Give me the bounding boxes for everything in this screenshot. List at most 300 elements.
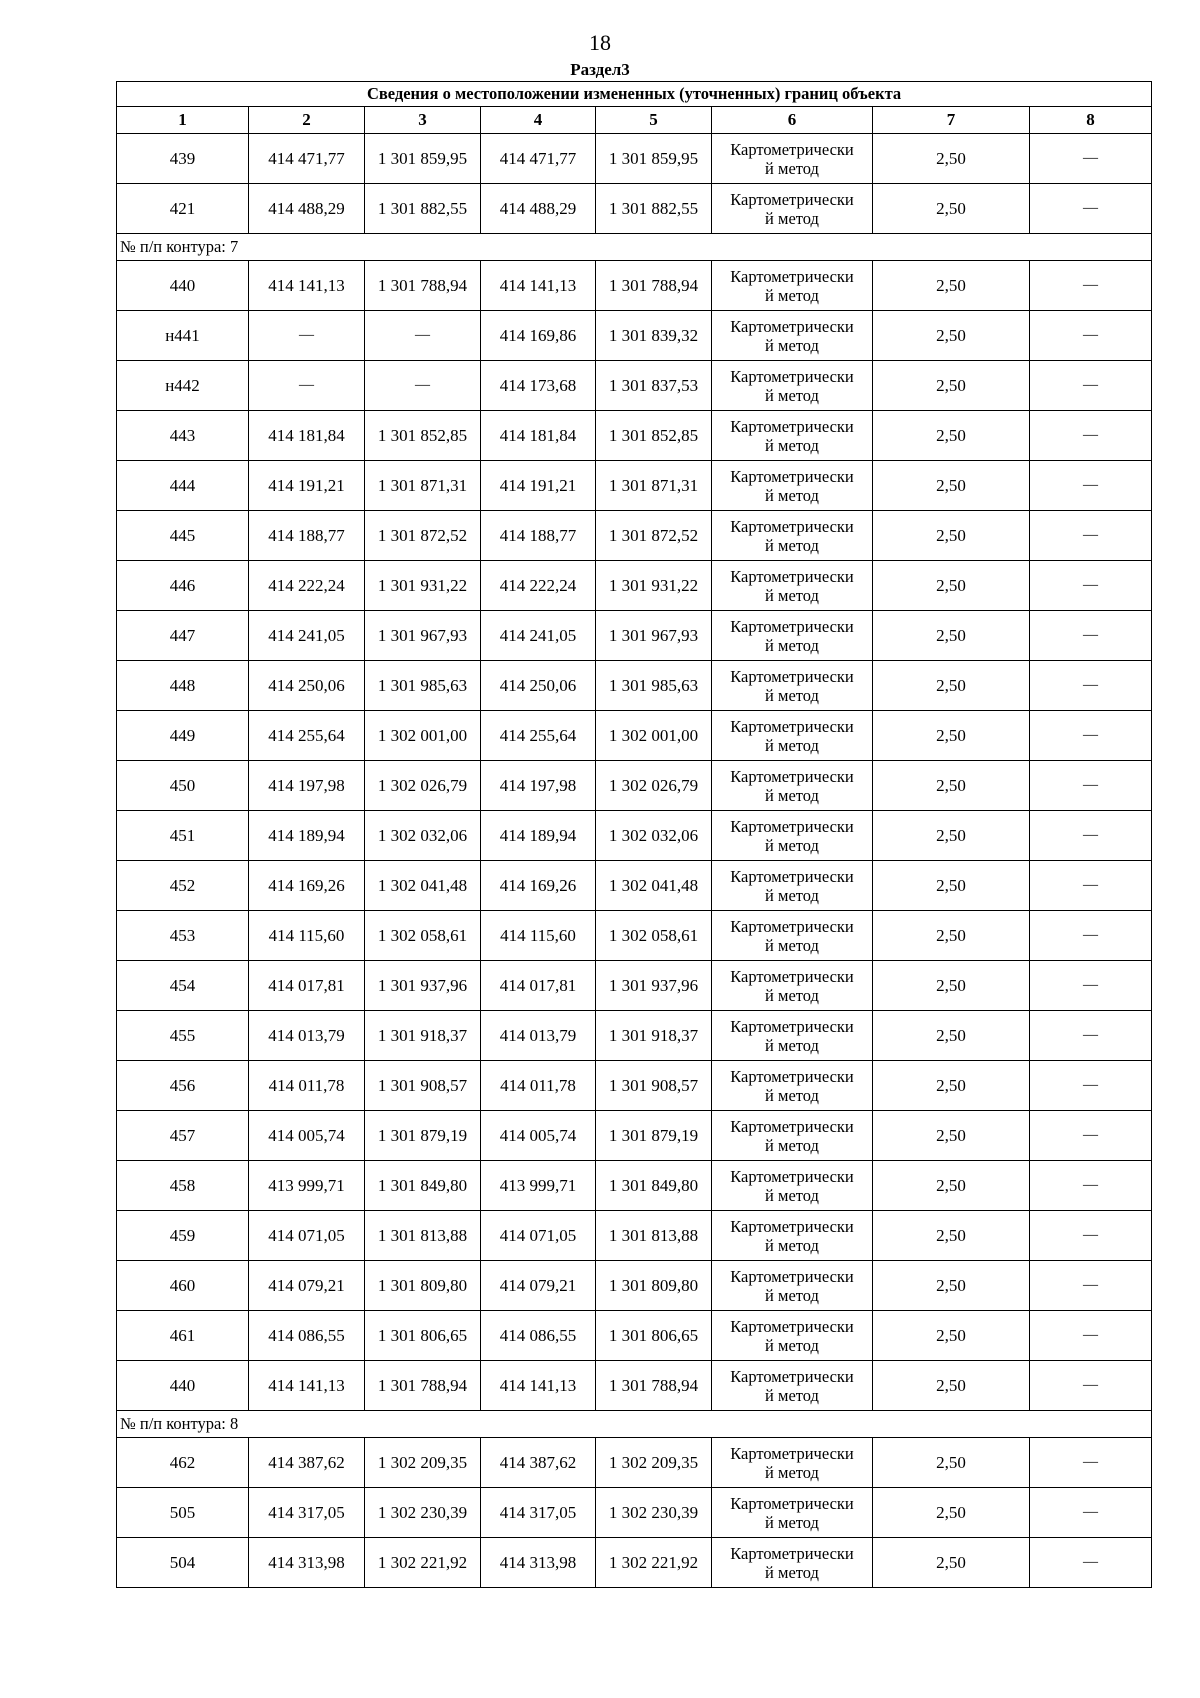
new-x-cell: 414 013,79 (481, 1011, 596, 1061)
precision-cell: 2,50 (873, 1211, 1030, 1261)
table-row (117, 661, 1152, 711)
old-x-cell: 414 005,74 (249, 1111, 365, 1161)
table-row (117, 1111, 1152, 1161)
method-cell (712, 461, 873, 511)
new-y-cell: 1 302 026,79 (596, 761, 712, 811)
precision-cell: 2,50 (873, 1361, 1030, 1411)
old-y-cell: 1 301 813,88 (365, 1211, 481, 1261)
table-row (117, 184, 1152, 234)
method-cell (712, 411, 873, 461)
point-number-cell: н442 (117, 361, 249, 411)
table-row (117, 861, 1152, 911)
new-x-cell: 414 181,84 (481, 411, 596, 461)
method-line: й метод (765, 1185, 819, 1205)
method-line: й метод (765, 1562, 819, 1582)
method-cell (712, 1061, 873, 1111)
new-y-cell: 1 301 871,31 (596, 461, 712, 511)
old-x-cell: 414 488,29 (249, 184, 365, 234)
new-y-cell: 1 301 809,80 (596, 1261, 712, 1311)
new-y-cell: 1 301 908,57 (596, 1061, 712, 1111)
old-y-cell: 1 301 852,85 (365, 411, 481, 461)
point-number-cell: 505 (117, 1488, 249, 1538)
method-cell (712, 861, 873, 911)
old-y-cell: 1 301 806,65 (365, 1311, 481, 1361)
method-line: Картометрически (730, 416, 854, 436)
old-y-cell: 1 302 001,00 (365, 711, 481, 761)
old-y-cell: 1 302 032,06 (365, 811, 481, 861)
precision-cell: 2,50 (873, 611, 1030, 661)
point-number-cell: 456 (117, 1061, 249, 1111)
old-x-cell: 414 141,13 (249, 261, 365, 311)
old-y-cell: 1 301 872,52 (365, 511, 481, 561)
point-number-cell: 446 (117, 561, 249, 611)
point-number-cell: 447 (117, 611, 249, 661)
description-cell: — (1030, 511, 1152, 561)
point-number-cell: 458 (117, 1161, 249, 1211)
old-x-cell: 414 255,64 (249, 711, 365, 761)
precision-cell: 2,50 (873, 1488, 1030, 1538)
method-line: Картометрически (730, 1066, 854, 1086)
method-line: й метод (765, 585, 819, 605)
method-cell (712, 1361, 873, 1411)
method-line: Картометрически (730, 866, 854, 886)
new-x-cell: 414 488,29 (481, 184, 596, 234)
point-number-cell: 444 (117, 461, 249, 511)
new-y-cell: 1 301 859,95 (596, 134, 712, 184)
method-line: й метод (765, 1085, 819, 1105)
new-x-cell: 414 471,77 (481, 134, 596, 184)
column-number: 5 (596, 107, 712, 134)
old-y-cell: 1 302 230,39 (365, 1488, 481, 1538)
method-cell (712, 1011, 873, 1061)
description-cell: — (1030, 711, 1152, 761)
description-cell: — (1030, 1111, 1152, 1161)
contour-row (117, 1411, 1152, 1438)
old-y-cell: 1 302 041,48 (365, 861, 481, 911)
column-number: 6 (712, 107, 873, 134)
new-y-cell: 1 301 872,52 (596, 511, 712, 561)
new-x-cell: 414 241,05 (481, 611, 596, 661)
method-cell (712, 361, 873, 411)
method-line: й метод (765, 1135, 819, 1155)
old-x-cell: 414 086,55 (249, 1311, 365, 1361)
boundary-coordinates-table (116, 81, 1152, 1588)
old-x-cell: 414 471,77 (249, 134, 365, 184)
method-line: Картометрически (730, 1543, 854, 1563)
method-cell (712, 134, 873, 184)
new-x-cell: 414 086,55 (481, 1311, 596, 1361)
method-cell (712, 911, 873, 961)
description-cell: — (1030, 561, 1152, 611)
old-x-cell: 414 250,06 (249, 661, 365, 711)
method-line: й метод (765, 985, 819, 1005)
method-cell (712, 1438, 873, 1488)
precision-cell: 2,50 (873, 1011, 1030, 1061)
old-y-cell: 1 301 809,80 (365, 1261, 481, 1311)
new-x-cell: 414 141,13 (481, 261, 596, 311)
precision-cell: 2,50 (873, 261, 1030, 311)
method-line: Картометрически (730, 716, 854, 736)
new-x-cell: 414 255,64 (481, 711, 596, 761)
method-line: й метод (765, 1035, 819, 1055)
precision-cell: 2,50 (873, 1111, 1030, 1161)
method-line: й метод (765, 285, 819, 305)
precision-cell: 2,50 (873, 811, 1030, 861)
table-row (117, 611, 1152, 661)
new-y-cell: 1 302 058,61 (596, 911, 712, 961)
table-row (117, 461, 1152, 511)
description-cell: — (1030, 1261, 1152, 1311)
method-line: й метод (765, 885, 819, 905)
table-row (117, 561, 1152, 611)
new-y-cell: 1 301 931,22 (596, 561, 712, 611)
precision-cell: 2,50 (873, 1438, 1030, 1488)
method-line: Картометрически (730, 1266, 854, 1286)
point-number-cell: 459 (117, 1211, 249, 1261)
old-x-cell: 414 011,78 (249, 1061, 365, 1111)
description-cell: — (1030, 811, 1152, 861)
point-number-cell: 454 (117, 961, 249, 1011)
new-x-cell: 414 317,05 (481, 1488, 596, 1538)
new-y-cell: 1 301 806,65 (596, 1311, 712, 1361)
point-number-cell: 504 (117, 1538, 249, 1588)
method-line: Картометрически (730, 1016, 854, 1036)
method-line: й метод (765, 735, 819, 755)
column-number: 1 (117, 107, 249, 134)
table-row (117, 1261, 1152, 1311)
new-y-cell: 1 301 879,19 (596, 1111, 712, 1161)
point-number-cell: 448 (117, 661, 249, 711)
new-x-cell: 414 071,05 (481, 1211, 596, 1261)
new-y-cell: 1 301 788,94 (596, 1361, 712, 1411)
old-x-cell: 414 317,05 (249, 1488, 365, 1538)
precision-cell: 2,50 (873, 1311, 1030, 1361)
new-x-cell: 414 005,74 (481, 1111, 596, 1161)
precision-cell: 2,50 (873, 1161, 1030, 1211)
point-number-cell: 457 (117, 1111, 249, 1161)
method-cell (712, 561, 873, 611)
precision-cell: 2,50 (873, 184, 1030, 234)
new-y-cell: 1 301 837,53 (596, 361, 712, 411)
table-caption: Сведения о местоположении измененных (уточненных) границ объекта (117, 82, 1152, 107)
precision-cell: 2,50 (873, 1538, 1030, 1588)
old-x-cell: 414 241,05 (249, 611, 365, 661)
column-number: 7 (873, 107, 1030, 134)
point-number-cell: 443 (117, 411, 249, 461)
table-row (117, 1311, 1152, 1361)
method-line: Картометрически (730, 466, 854, 486)
precision-cell: 2,50 (873, 1261, 1030, 1311)
description-cell: — (1030, 134, 1152, 184)
new-y-cell: 1 301 788,94 (596, 261, 712, 311)
precision-cell: 2,50 (873, 361, 1030, 411)
point-number-cell: 453 (117, 911, 249, 961)
method-cell (712, 1111, 873, 1161)
method-line: й метод (765, 785, 819, 805)
method-line: й метод (765, 335, 819, 355)
old-y-cell: 1 301 859,95 (365, 134, 481, 184)
precision-cell: 2,50 (873, 961, 1030, 1011)
point-number-cell: н441 (117, 311, 249, 361)
old-y-cell: 1 301 871,31 (365, 461, 481, 511)
method-line: й метод (765, 1512, 819, 1532)
old-y-cell: 1 301 788,94 (365, 1361, 481, 1411)
table-row (117, 1161, 1152, 1211)
old-x-cell: 414 387,62 (249, 1438, 365, 1488)
method-line: й метод (765, 1462, 819, 1482)
contour-row (117, 234, 1152, 261)
old-y-cell: — (365, 361, 481, 411)
new-y-cell: 1 301 985,63 (596, 661, 712, 711)
point-number-cell: 449 (117, 711, 249, 761)
method-line: Картометрически (730, 139, 854, 159)
old-y-cell: 1 301 788,94 (365, 261, 481, 311)
description-cell: — (1030, 961, 1152, 1011)
new-y-cell: 1 301 839,32 (596, 311, 712, 361)
table-row (117, 811, 1152, 861)
point-number-cell: 460 (117, 1261, 249, 1311)
new-x-cell: 414 313,98 (481, 1538, 596, 1588)
method-line: й метод (765, 385, 819, 405)
method-cell (712, 1488, 873, 1538)
method-line: Картометрически (730, 1116, 854, 1136)
precision-cell: 2,50 (873, 761, 1030, 811)
method-line: Картометрически (730, 666, 854, 686)
method-line: й метод (765, 435, 819, 455)
column-number: 8 (1030, 107, 1152, 134)
method-line: Картометрически (730, 1216, 854, 1236)
old-x-cell: — (249, 361, 365, 411)
column-number: 4 (481, 107, 596, 134)
new-x-cell: 414 017,81 (481, 961, 596, 1011)
old-x-cell: 414 013,79 (249, 1011, 365, 1061)
old-y-cell: 1 302 221,92 (365, 1538, 481, 1588)
new-x-cell: 414 141,13 (481, 1361, 596, 1411)
new-x-cell: 414 011,78 (481, 1061, 596, 1111)
table-row (117, 1361, 1152, 1411)
point-number-cell: 445 (117, 511, 249, 561)
new-y-cell: 1 301 918,37 (596, 1011, 712, 1061)
table-row (117, 1488, 1152, 1538)
method-line: Картометрически (730, 616, 854, 636)
table-row (117, 911, 1152, 961)
method-line: Картометрически (730, 516, 854, 536)
new-y-cell: 1 302 032,06 (596, 811, 712, 861)
method-line: Картометрически (730, 1316, 854, 1336)
old-x-cell: 414 197,98 (249, 761, 365, 811)
old-x-cell: 414 181,84 (249, 411, 365, 461)
method-cell (712, 1538, 873, 1588)
precision-cell: 2,50 (873, 411, 1030, 461)
new-y-cell: 1 301 852,85 (596, 411, 712, 461)
new-y-cell: 1 301 849,80 (596, 1161, 712, 1211)
precision-cell: 2,50 (873, 561, 1030, 611)
new-x-cell: 414 189,94 (481, 811, 596, 861)
new-x-cell: 414 197,98 (481, 761, 596, 811)
method-cell (712, 961, 873, 1011)
method-line: й метод (765, 635, 819, 655)
method-line: й метод (765, 208, 819, 228)
new-x-cell: 414 222,24 (481, 561, 596, 611)
table-row (117, 411, 1152, 461)
description-cell: — (1030, 461, 1152, 511)
description-cell: — (1030, 411, 1152, 461)
description-cell: — (1030, 1361, 1152, 1411)
new-x-cell: 414 191,21 (481, 461, 596, 511)
old-y-cell: 1 301 985,63 (365, 661, 481, 711)
old-y-cell: 1 301 967,93 (365, 611, 481, 661)
old-x-cell: 414 169,26 (249, 861, 365, 911)
precision-cell: 2,50 (873, 911, 1030, 961)
table-row (117, 761, 1152, 811)
description-cell: — (1030, 1161, 1152, 1211)
method-cell (712, 811, 873, 861)
method-line: й метод (765, 935, 819, 955)
new-y-cell: 1 301 937,96 (596, 961, 712, 1011)
page-number: 18 (589, 30, 611, 55)
new-x-cell: 414 115,60 (481, 911, 596, 961)
method-line: Картометрически (730, 1166, 854, 1186)
old-y-cell: 1 301 931,22 (365, 561, 481, 611)
new-y-cell: 1 302 001,00 (596, 711, 712, 761)
new-y-cell: 1 301 882,55 (596, 184, 712, 234)
old-y-cell: 1 302 026,79 (365, 761, 481, 811)
method-cell (712, 661, 873, 711)
old-y-cell: 1 302 209,35 (365, 1438, 481, 1488)
old-x-cell: 414 017,81 (249, 961, 365, 1011)
method-line: Картометрически (730, 766, 854, 786)
description-cell: — (1030, 261, 1152, 311)
new-x-cell: 413 999,71 (481, 1161, 596, 1211)
old-y-cell: — (365, 311, 481, 361)
method-line: й метод (765, 1385, 819, 1405)
old-x-cell: 414 071,05 (249, 1211, 365, 1261)
method-cell (712, 184, 873, 234)
new-x-cell: 414 079,21 (481, 1261, 596, 1311)
description-cell: — (1030, 1488, 1152, 1538)
description-cell: — (1030, 611, 1152, 661)
method-line: Картометрически (730, 916, 854, 936)
table-row (117, 1211, 1152, 1261)
old-x-cell: 414 313,98 (249, 1538, 365, 1588)
point-number-cell: 450 (117, 761, 249, 811)
old-y-cell: 1 301 908,57 (365, 1061, 481, 1111)
method-line: Картометрически (730, 366, 854, 386)
method-line: й метод (765, 485, 819, 505)
method-cell (712, 261, 873, 311)
section-title: Раздел3 (570, 60, 630, 79)
table-row (117, 511, 1152, 561)
table-row (117, 261, 1152, 311)
method-line: й метод (765, 535, 819, 555)
method-line: Картометрически (730, 266, 854, 286)
column-number-row (117, 107, 1152, 134)
point-number-cell: 440 (117, 261, 249, 311)
point-number-cell: 421 (117, 184, 249, 234)
column-number: 3 (365, 107, 481, 134)
description-cell: — (1030, 1538, 1152, 1588)
contour-label: № п/п контура: 8 (117, 1411, 1152, 1438)
old-x-cell: 414 191,21 (249, 461, 365, 511)
old-x-cell: 413 999,71 (249, 1161, 365, 1211)
method-line: й метод (765, 1335, 819, 1355)
method-line: й метод (765, 1285, 819, 1305)
new-y-cell: 1 302 209,35 (596, 1438, 712, 1488)
description-cell: — (1030, 911, 1152, 961)
method-cell (712, 1311, 873, 1361)
new-x-cell: 414 387,62 (481, 1438, 596, 1488)
method-line: Картометрически (730, 566, 854, 586)
precision-cell: 2,50 (873, 311, 1030, 361)
precision-cell: 2,50 (873, 461, 1030, 511)
precision-cell: 2,50 (873, 861, 1030, 911)
method-line: й метод (765, 158, 819, 178)
new-x-cell: 414 169,86 (481, 311, 596, 361)
description-cell: — (1030, 1011, 1152, 1061)
point-number-cell: 440 (117, 1361, 249, 1411)
old-x-cell: — (249, 311, 365, 361)
description-cell: — (1030, 1061, 1152, 1111)
point-number-cell: 462 (117, 1438, 249, 1488)
description-cell: — (1030, 761, 1152, 811)
table-row (117, 1438, 1152, 1488)
new-y-cell: 1 302 041,48 (596, 861, 712, 911)
table-row (117, 1011, 1152, 1061)
old-y-cell: 1 301 937,96 (365, 961, 481, 1011)
old-x-cell: 414 188,77 (249, 511, 365, 561)
description-cell: — (1030, 861, 1152, 911)
old-x-cell: 414 222,24 (249, 561, 365, 611)
contour-label: № п/п контура: 7 (117, 234, 1152, 261)
old-y-cell: 1 301 918,37 (365, 1011, 481, 1061)
method-line: й метод (765, 685, 819, 705)
description-cell: — (1030, 1311, 1152, 1361)
precision-cell: 2,50 (873, 511, 1030, 561)
new-x-cell: 414 169,26 (481, 861, 596, 911)
table-row (117, 134, 1152, 184)
description-cell: — (1030, 184, 1152, 234)
old-x-cell: 414 115,60 (249, 911, 365, 961)
old-y-cell: 1 301 879,19 (365, 1111, 481, 1161)
new-x-cell: 414 188,77 (481, 511, 596, 561)
table-row (117, 1061, 1152, 1111)
new-x-cell: 414 250,06 (481, 661, 596, 711)
method-line: Картометрически (730, 816, 854, 836)
precision-cell: 2,50 (873, 661, 1030, 711)
point-number-cell: 455 (117, 1011, 249, 1061)
description-cell: — (1030, 311, 1152, 361)
point-number-cell: 451 (117, 811, 249, 861)
column-number: 2 (249, 107, 365, 134)
method-cell (712, 611, 873, 661)
old-x-cell: 414 189,94 (249, 811, 365, 861)
old-x-cell: 414 079,21 (249, 1261, 365, 1311)
precision-cell: 2,50 (873, 711, 1030, 761)
method-cell (712, 511, 873, 561)
method-line: Картометрически (730, 1366, 854, 1386)
method-cell (712, 311, 873, 361)
description-cell: — (1030, 661, 1152, 711)
method-line: й метод (765, 1235, 819, 1255)
new-y-cell: 1 302 221,92 (596, 1538, 712, 1588)
description-cell: — (1030, 361, 1152, 411)
method-cell (712, 711, 873, 761)
method-cell (712, 761, 873, 811)
method-line: Картометрически (730, 316, 854, 336)
description-cell: — (1030, 1211, 1152, 1261)
method-cell (712, 1211, 873, 1261)
new-y-cell: 1 301 967,93 (596, 611, 712, 661)
